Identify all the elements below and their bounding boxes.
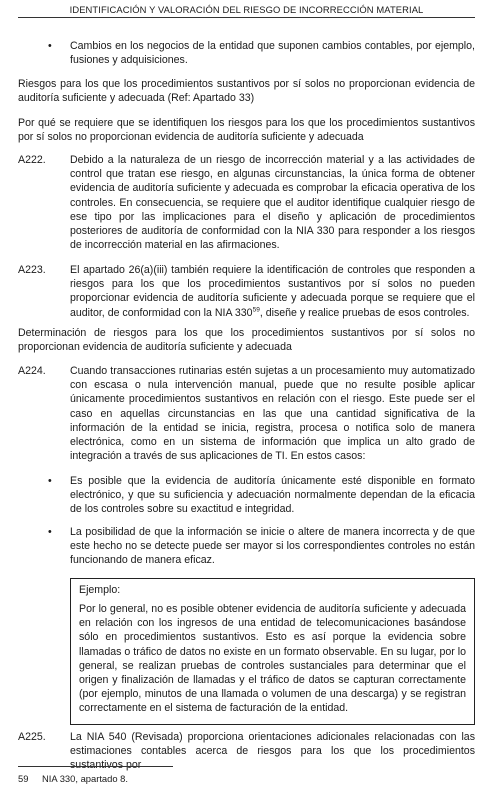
paragraph-number-a223: A223. [18,264,46,276]
footnote-number: 59 [18,773,29,784]
bullet-marker: • [48,526,52,538]
paragraph-a224: Cuando transacciones rutinarias estén sujetas a un procesamiento muy automatizado con escasa o nula intervención manual, puede que no resulte posible aplicar únicamente procedimientos sustantivos en relación con el riesgo. Este puede ser el caso en aquellas circunstancias en las que una cantidad significativa de la información de la entidad se inicia, registra, procesa o notifica solo de manera electrónica, como en un sistema de información que implica un alto grado de integración a través de sus aplicaciones de TI. En estos casos: [70,365,475,463]
example-title: Ejemplo: [79,584,121,596]
paragraph-a225: La NIA 540 (Revisada) proporciona orientaciones adicionales relacionadas con las estimaciones contables acerca de riesgos para los que los procedimientos [70,731,475,758]
paragraph-number-a224: A224. [18,365,46,377]
a223-text: El apartado 26(a)(iii) también requiere la identificación de controles que responden a riesgos para los que los procedimientos sustantivos por sí solos no pueden proporcionar evidencia de auditoría suficiente y adecuada porque se requiere que el auditor, de conformidad con la NIA 330 [70,264,475,319]
section-heading-riesgos: Riesgos para los que los procedimientos sustantivos por sí solos no proporcionan evidencia de auditoría suficiente y adecuada (Ref: Apartado 33) [18,78,475,105]
paragraph-a223 [70,263,475,320]
a224-bullet-1: Es posible que la evidencia de auditoría únicamente esté disponible en formato electrónico, y que su suficiencia y adecuación normalmente dependan de la eficacia de los controles sobre su exactitud e integridad. [70,475,475,516]
paragraph-a222: Debido a la naturaleza de un riesgo de incorrección material y a las actividades de control que tratan ese riesgo, en algunas circunstancias, la única forma de obtener evidencia de auditoría suficiente y adecuada es comprobar la eficacia operativa de los controles. En consecuencia, se requiere que el auditor identifique cualquier riesgo de ese tipo por las implicaciones para el diseño y aplicación de procedimientos posteriores de auditoría de conformidad con la NIA 330 para responder a los riesgos de incorrección material en las afirmaciones. [70,154,475,252]
section-heading-por-que: Por qué se requiere que se identifiquen los riesgos para los que los procedimientos sustantivos por sí solos no proporcionan evidencia de auditoría suficiente y adecuada [18,117,475,144]
footnote-separator [18,766,173,767]
a223-text-end: , diseñe y realice pruebas de esos controles. [259,306,470,319]
paragraph-number-a222: A222. [18,154,46,166]
bullet-marker: • [48,40,52,52]
running-header: IDENTIFICACIÓN Y VALORACIÓN DEL RIESGO DE INCORRECCIÓN MATERIAL [18,4,475,18]
paragraph-number-a225: A225. [18,731,46,743]
footnote [18,773,128,785]
a224-bullet-2: La posibilidad de que la información se inicie o altere de manera incorrecta y de que este hecho no se detecte puede ser mayor si los correspondientes controles no están funcionando de manera eficaz. [70,526,475,567]
footnote-reference[interactable]: 59 [252,306,260,314]
footnote-text: NIA 330, apartado 8. [42,773,128,784]
example-text: Por lo general, no es posible obtener evidencia de auditoría suficiente y adecuada en relación con los ingresos de una entidad de telecomunicaciones basándose sólo en procedimientos sustantivos. Esto es así porque la evidencia sobre llamadas o tráfico de datos no existe en un formato observable. En su lugar, por lo general, se realizan pruebas de controles sustanciales para determinar que el origen y finalización de llamadas y el tráfico de datos se capturan correctamente (por ejemplo, minutos de una llamada o volumen de una descarga) y se registran correctamente en el sistema de facturación de la entidad. [79,603,466,715]
bullet-marker: • [48,475,52,487]
section-heading-determinacion: Determinación de riesgos para los que los procedimientos sustantivos por sí solos no proporcionan evidencia de auditoría suficiente y adecuada [18,327,475,354]
example-box [70,578,475,725]
top-bullet: Cambios en los negocios de la entidad que suponen cambios contables, por ejemplo, fusiones y adquisiciones. [70,40,475,67]
